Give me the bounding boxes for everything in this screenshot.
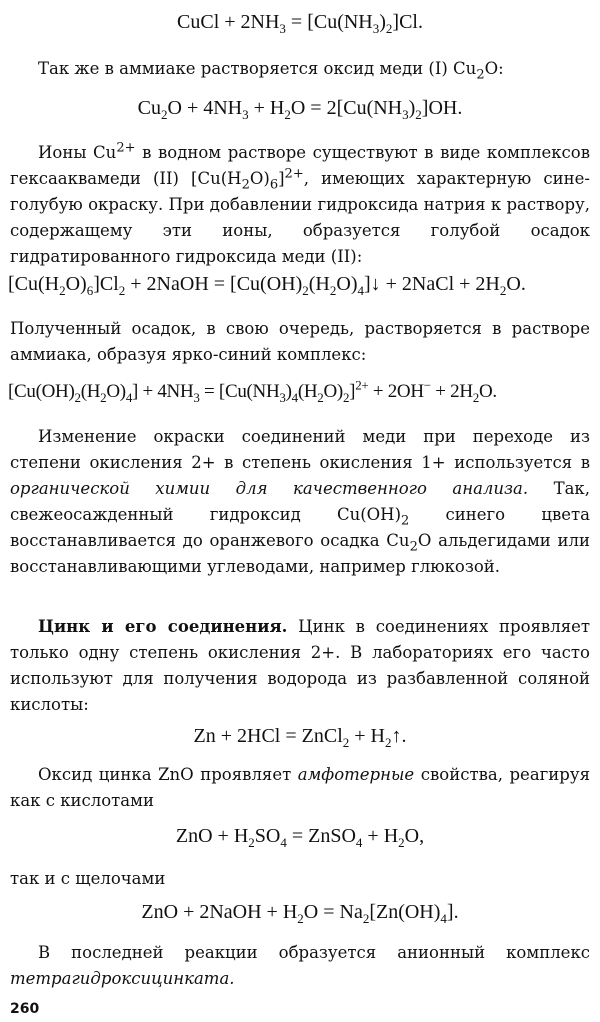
equation-zno-naoh: ZnO + 2NaOH + $H_2O = Na_2[Zn(OH)_4]$. [141, 901, 459, 926]
equation-copper-hydroxide-precipitate: $[Cu(H_2O)_6]Cl_2$ + 2NaOH = $[Cu(OH)_2(H_2O)_4]↓$ + 2NaCl + $2H_2O$. [8, 273, 526, 298]
equation-tetraammine-complex: $[Cu(OH)_2(H_2O)_4] + 4NH_3 = [Cu(NH_3)_4(H_2O)_2]^{2+} + 2OH^- + 2H_2O$. [8, 377, 497, 405]
paragraph-zno-amphoteric: Оксид цинка ZnO проявляет амфотерные свойства, реагируя как с кислотами [10, 765, 590, 810]
paragraph-zinc-compounds: Цинк и его соединения. Цинк в соединениях проявляет только одну степень окисления 2+. В лабораториях его часто используют для получения водорода из разбавленной соляной кислоты: [10, 617, 590, 714]
equation-zinc-hcl: Zn + 2HCl = ZnCl$_2$ + $H_2↑$. [193, 725, 407, 750]
equation-cu2o-ammonia: $Cu_2O + 4NH_3 + H_2O = 2[Cu(NH_3)_2]OH$. [137, 97, 463, 122]
paragraph-precipitate-dissolves: Полученный осадок, в свою очередь, растворяется в растворе аммиака, образуя ярко-синий комплекс: [10, 319, 590, 364]
paragraph-cu2o-dissolves: Так же в аммиаке растворяется оксид меди (I) $Cu_2O$: [38, 59, 504, 83]
section-heading-zinc: Цинк и его соединения. [38, 617, 288, 636]
equation-cucl-ammonia: CuCl + $2NH_3 = [Cu(NH_3)_2]Cl$. [177, 11, 423, 36]
equation-zno-sulfuric-acid: ZnO + $H_2SO_4$ = ZnSO$_4$ + $H_2O$, [175, 825, 425, 850]
paragraph-anionic-complex: В последней реакции образуется анионный комплекс тетрагидроксицинката. [10, 943, 590, 988]
paragraph-with-alkalis: так и с щелочами [10, 869, 166, 888]
paragraph-color-change-analysis: Изменение окраски соединений меди при переходе из степени окисления 2+ в степень окисления 1+ используется в органической химии для качественного анализа. Так, свежеосажденный гидроксид $Cu(OH)_2$ синего цвета восстанавливается до оранжевого осадка $Cu_2O$ альдегидами или восстанавливающими углеводами, например глюкозой. [10, 427, 590, 576]
paragraph-hexaaqua-copper: Ионы $Cu^{2+}$ в водном растворе существуют в виде комплексов гексааквамеди (II) $[Cu(H_2O)_6]^{2+}$, имеющих характерную сине-голубую окраску. При добавлении гидроксида натрия к раствору, содержащему эти ионы, образуется голубой осадок гидратированного гидроксида меди (II): [10, 140, 590, 266]
page-number: 260 [10, 1001, 40, 1017]
